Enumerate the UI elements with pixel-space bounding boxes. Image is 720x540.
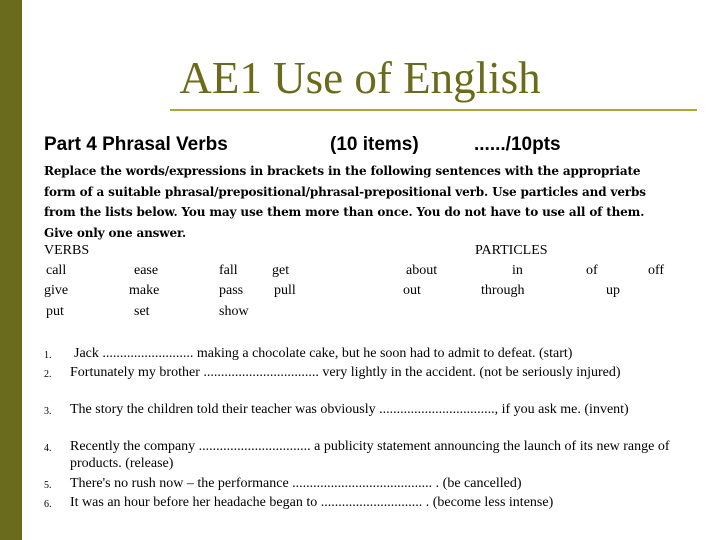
question-number: 5. — [44, 480, 52, 491]
instructions-paragraph: Replace the words/expressions in brackets in the following sentences with the appropriate form of a suitable phrasal/prepositional/phrasal-prepositional verb. Use particles and verbs from the lists below. You may use them more than once. You do not have to use all of them. Give only one answer. — [44, 164, 646, 240]
particle-item: of — [586, 263, 598, 278]
particle-item: about — [406, 263, 438, 278]
verb-item: give — [44, 283, 69, 298]
question-number: 3. — [44, 406, 52, 417]
particle-item: through — [481, 283, 525, 298]
particle-item: out — [403, 283, 421, 298]
question-number: 4. — [44, 443, 52, 454]
verb-item: call — [46, 263, 67, 278]
particle-item: off — [648, 263, 665, 278]
verb-item: show — [219, 304, 249, 319]
question-text: There's no rush now – the performance ........................................ . (be cancelled) — [70, 476, 522, 491]
verb-item: set — [134, 304, 150, 319]
question-text: It was an hour before her headache began to ............................. . (become less intense) — [70, 495, 554, 510]
question-text: Recently the company ................................ a publicity statement announcing the launch of its new range of products. (release) — [70, 439, 670, 471]
verb-item: pull — [274, 283, 296, 298]
verbs-heading: VERBS — [44, 243, 90, 258]
items-count: (10 items) — [330, 134, 419, 155]
verb-item: fall — [219, 263, 238, 278]
question-text: The story the children told their teacher was obviously ................................., if you ask me. (invent) — [70, 402, 629, 417]
title-underline — [170, 109, 697, 111]
verb-item: put — [46, 304, 64, 319]
verb-item: get — [272, 263, 290, 278]
score-blank: ....../10pts — [474, 134, 561, 155]
question-number: 2. — [44, 369, 52, 380]
particle-item: in — [512, 263, 523, 278]
verb-item: pass — [219, 283, 244, 298]
question-number: 1. — [44, 350, 52, 361]
part-label: Part 4 Phrasal Verbs — [44, 134, 228, 155]
slide-title: AE1 Use of English — [179, 53, 541, 103]
particle-item: up — [606, 283, 620, 298]
question-text: Fortunately my brother ................................. very lightly in the accident. (not be seriously injured) — [70, 365, 621, 380]
question-text: Jack .......................... making a chocolate cake, but he soon had to admit to defeat. (start) — [74, 346, 573, 361]
verb-item: ease — [134, 263, 159, 278]
particles-heading: PARTICLES — [475, 243, 548, 258]
question-number: 6. — [44, 499, 52, 510]
verb-item: make — [129, 283, 160, 298]
